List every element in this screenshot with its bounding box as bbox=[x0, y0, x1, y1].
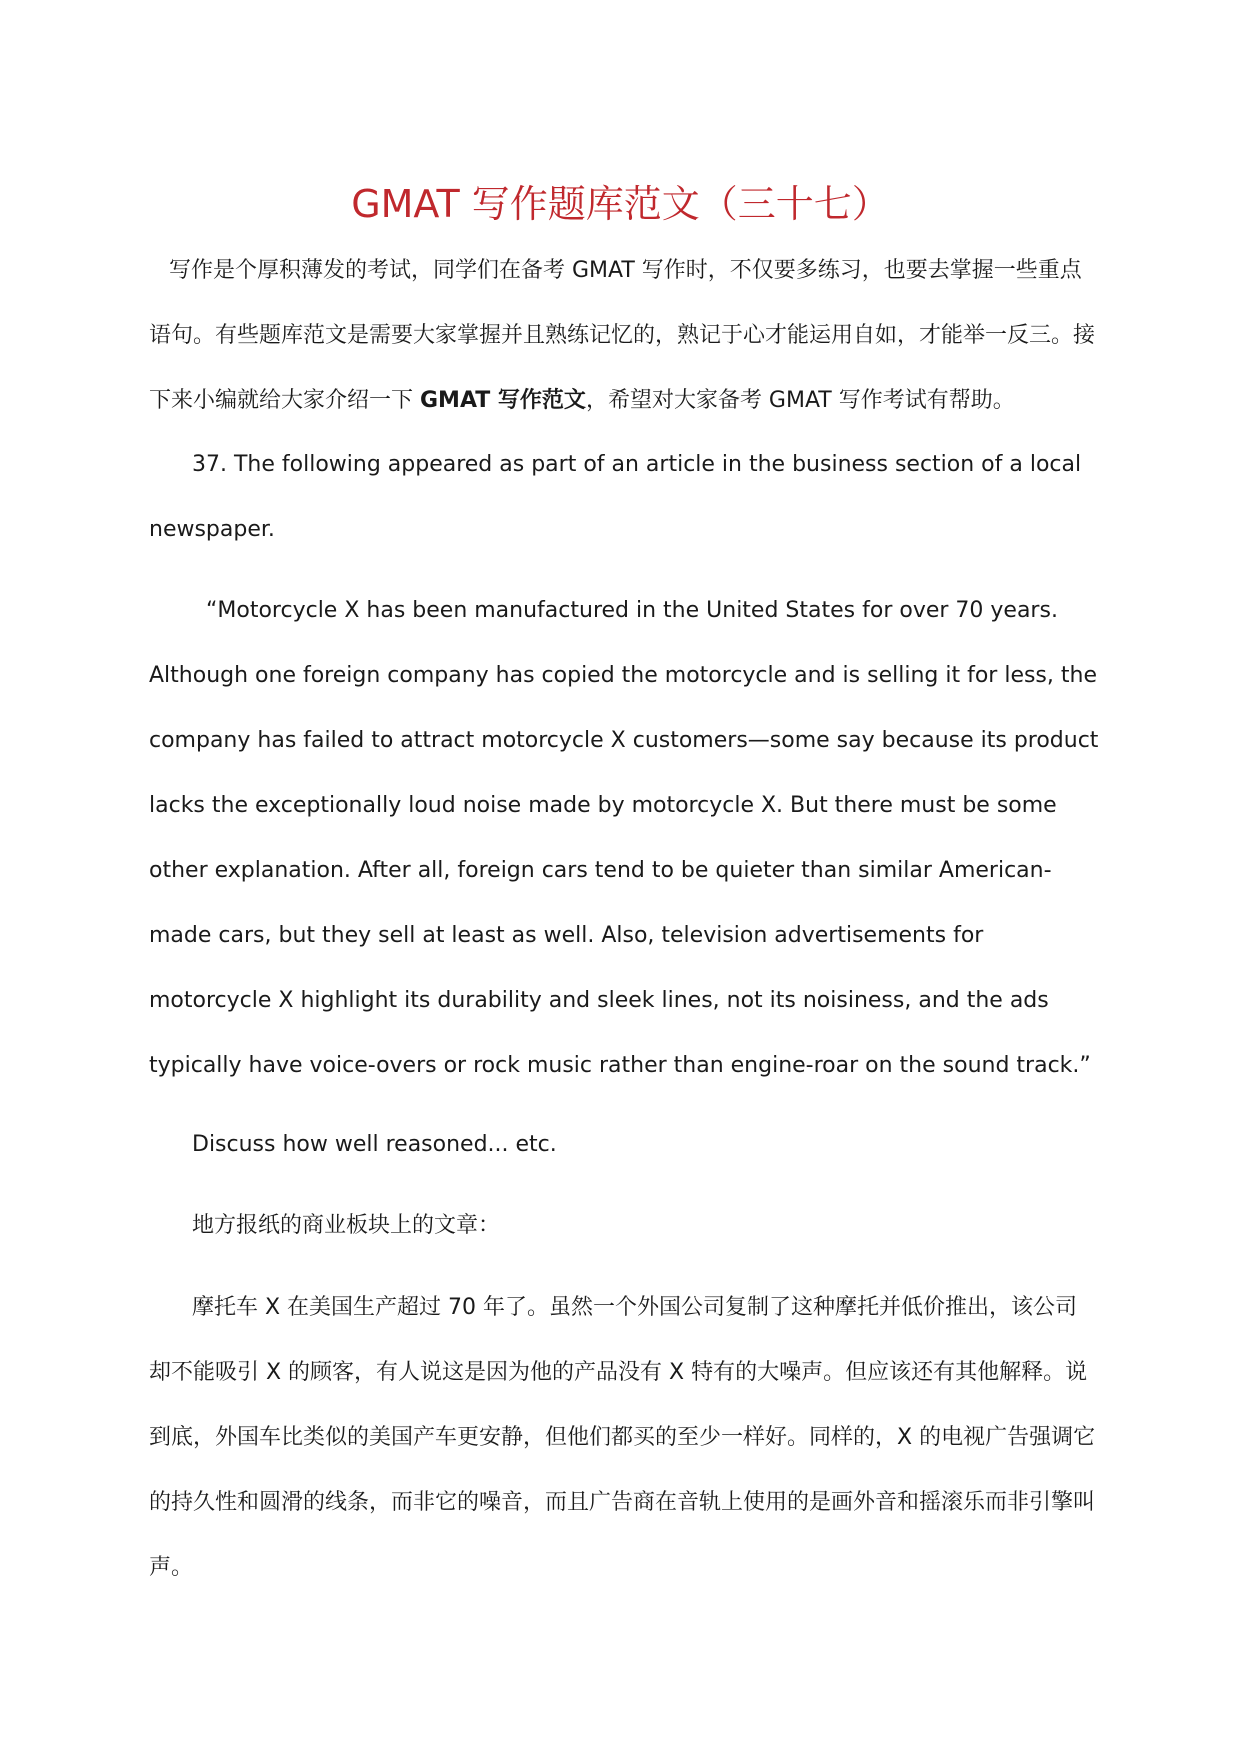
quote-paragraph: “Motorcycle X has been manufactured in the United States for over 70 years. Although one foreign company has copied the motorcycle and is selling it for less, the company has failed to attract motorcycle X customers—some say because its product lacks the exceptionally loud noise made by motorcycle X. But there must be some other explanation. After all, foreign cars tend to be quieter than similar American-made cars, but they sell at least as well. Also, television advertisements for motorcycle X highlight its durability and sleek lines, not its noisiness, and the ads typically have voice-overs or rock music rather than engine-roar on the sound track.” bbox=[149, 598, 1099, 1078]
page-title: GMAT 写作题库范文（三十七） bbox=[351, 182, 890, 226]
intro-text-part1: 写作是个厚积薄发的考试，同学们在备考 GMAT 写作时，不仅要多练习，也要去掌握一些重点语句。有些题库范文是需要大家掌握并且熟练记忆的，熟记于心才能运用自如，才能举一反三。接下来小编就给大家介绍一下 bbox=[149, 258, 1096, 413]
chinese-heading: 地方报纸的商业板块上的文章： bbox=[192, 1213, 501, 1238]
intro-text-part2: ，希望对大家备考 GMAT 写作考试有帮助。 bbox=[585, 388, 1015, 413]
chinese-translation-paragraph: 摩托车 X 在美国生产超过 70 年了。虽然一个外国公司复制了这种摩托并低价推出，该公司却不能吸引 X 的顾客，有人说这是因为他的产品没有 X 特有的大噪声。但应该还有其他解释。说到底，外国车比类似的美国产车更安静，但他们都买的至少一样好。同样的，X 的电视广告强调它的持久性和圆滑的线条，而非它的噪音，而且广告商在音轨上使用的是画外音和摇滚乐而非引擎叫声。 bbox=[149, 1295, 1096, 1580]
question-paragraph: 37. The following appeared as part of an article in the business section of a local newspaper. bbox=[149, 452, 1082, 542]
discuss-instruction: Discuss how well reasoned... etc. bbox=[192, 1132, 557, 1157]
intro-bold-link-text: GMAT 写作范文 bbox=[420, 388, 586, 413]
intro-paragraph bbox=[149, 238, 1099, 433]
